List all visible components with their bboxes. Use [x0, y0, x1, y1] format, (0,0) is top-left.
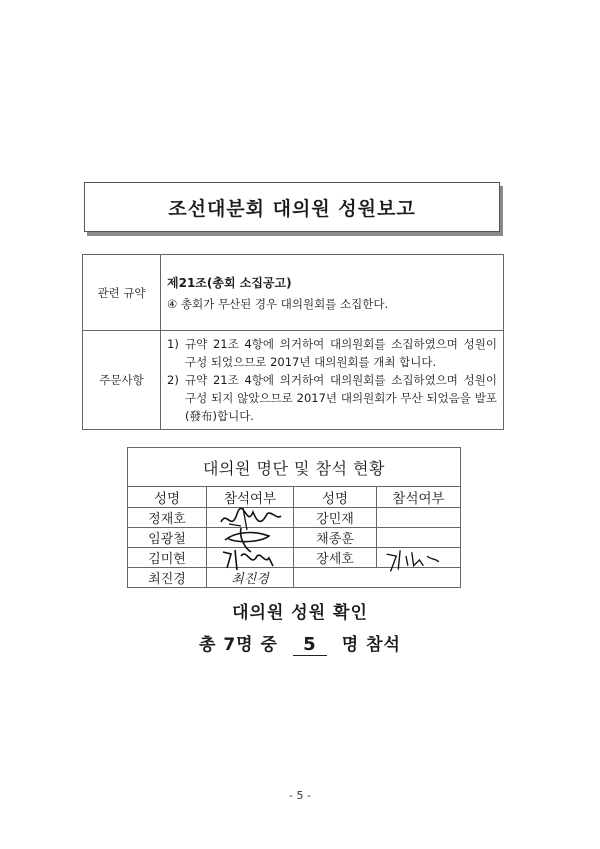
- page-number: - 5 -: [289, 789, 311, 802]
- table-row: [128, 548, 461, 568]
- column-header: 참석여부: [207, 487, 294, 508]
- main-item-number: 2): [167, 373, 179, 387]
- handwritten-name: 최진경: [231, 572, 269, 587]
- main-item-text: 규약 21조 4항에 의거하여 대의원회를 소집하였으며 성원이 구성 되지 않았으므로 2017년 대의원회가 무산 되었음을 발포(發布)합니다.: [185, 373, 497, 423]
- signature-icon: [377, 542, 460, 574]
- rule-content: [161, 255, 504, 331]
- info-table: [82, 254, 504, 430]
- main-label: 주문사항: [83, 331, 161, 430]
- attendance-table: [127, 486, 461, 588]
- confirm-suffix: 명 참석: [341, 635, 401, 655]
- main-item-number: 1): [167, 337, 179, 351]
- member-name: 임광철: [128, 528, 207, 548]
- member-name: 장세호: [294, 548, 377, 568]
- signature-icon: [207, 542, 293, 574]
- rule-label: 관련 규약: [83, 255, 161, 331]
- confirm-title: 대의원 성원 확인: [232, 603, 368, 623]
- rule-title: 제21조(총회 소집공고): [167, 275, 292, 290]
- attendance-header: 대의원 명단 및 참석 현황: [127, 447, 461, 486]
- member-name: 정재호: [128, 508, 207, 528]
- main-content: [161, 331, 504, 430]
- member-name: 강민재: [294, 508, 377, 528]
- attendance-count: 5: [293, 634, 327, 656]
- member-name: 김미현: [128, 548, 207, 568]
- attendance-section: [127, 447, 461, 588]
- attendance-header-row: [128, 487, 461, 508]
- member-name: 최진경: [128, 568, 207, 588]
- main-item: [167, 335, 497, 371]
- main-item-text: 규약 21조 4항에 의거하여 대의원회를 소집하였으며 성원이 구성 되었으므로 2017년 대의원회를 개최 합니다.: [185, 337, 497, 369]
- column-header: 성명: [294, 487, 377, 508]
- signature-cell: [377, 508, 461, 528]
- signature-cell: [377, 548, 461, 568]
- document-title: 조선대분회 대의원 성원보고: [84, 182, 500, 232]
- main-item: [167, 371, 497, 425]
- column-header: 참석여부: [377, 487, 461, 508]
- table-row: [128, 508, 461, 528]
- member-name: 채종훈: [294, 528, 377, 548]
- signature-cell: [207, 548, 294, 568]
- column-header: 성명: [128, 487, 207, 508]
- confirm-prefix: 총 7명 중: [199, 635, 278, 655]
- rule-text: ④ 총회가 무산된 경우 대의원회를 소집한다.: [167, 296, 389, 311]
- confirm-summary: [0, 630, 600, 656]
